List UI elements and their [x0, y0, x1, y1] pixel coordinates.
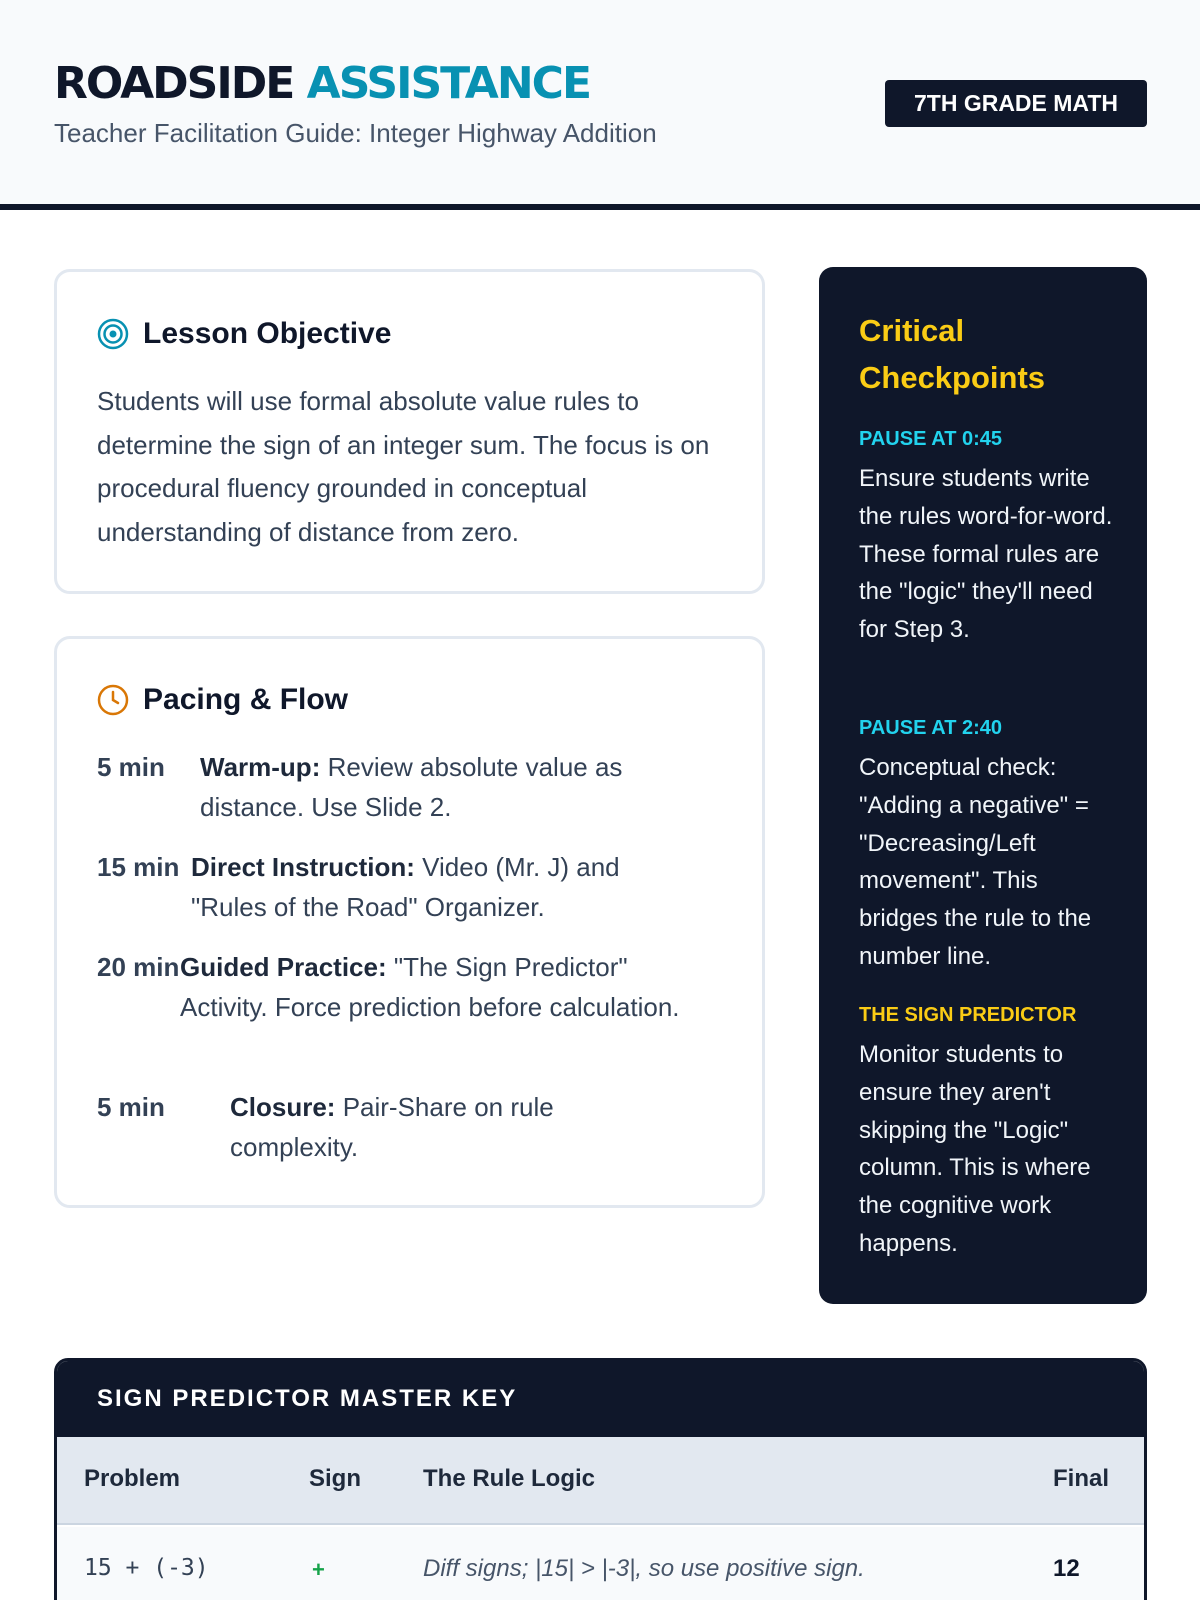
- checkpoint-label: PAUSE AT 2:40: [859, 717, 1002, 739]
- pacing-time: 5 min: [97, 752, 165, 782]
- page-header: [0, 0, 1200, 210]
- pacing-title: Pacing & Flow: [143, 683, 349, 716]
- pacing-item: [97, 847, 671, 927]
- column-header-rule-logic: The Rule Logic: [423, 1465, 596, 1492]
- objective-title: Lesson Objective: [143, 317, 392, 350]
- pacing-label: Warm-up:: [200, 752, 321, 782]
- table-header-row: [57, 1437, 1144, 1525]
- grade-badge: 7TH GRADE MATH: [885, 80, 1147, 127]
- pacing-time: 5 min: [97, 1092, 165, 1122]
- pacing-time: 20 min: [97, 952, 180, 982]
- objective-card: [54, 269, 765, 594]
- cell-problem: 15 + (-3): [84, 1555, 209, 1581]
- cell-sign: +: [312, 1557, 325, 1582]
- checkpoint-text: Conceptual check: "Adding a negative" = "Decreasing/Left movement". This bridges the rule to the number line.: [859, 754, 1092, 970]
- table-row: [57, 1527, 1144, 1600]
- checkpoints-title: Critical Checkpoints: [859, 313, 1046, 395]
- pacing-label: Closure:: [230, 1092, 336, 1122]
- title-roadside: ROADSIDE: [54, 58, 294, 109]
- pacing-text: Video (Mr. J) and "Rules of the Road" Organizer.: [191, 852, 620, 922]
- pacing-text: "The Sign Predictor" Activity. Force prediction before calculation.: [180, 952, 680, 1022]
- cell-final: 12: [1053, 1555, 1080, 1582]
- master-key-header: [57, 1361, 1144, 1437]
- pacing-label: Guided Practice:: [180, 952, 387, 982]
- page-title: [54, 58, 590, 110]
- column-header-problem: Problem: [84, 1465, 181, 1492]
- clock-icon: [97, 684, 129, 716]
- pacing-text: Review absolute value as distance. Use Slide 2.: [200, 752, 623, 822]
- checkpoints-panel: [819, 267, 1147, 1304]
- pacing-item: [97, 947, 680, 1027]
- pacing-card: [54, 636, 765, 1208]
- pacing-description: [180, 947, 680, 1027]
- pacing-header: [97, 683, 348, 717]
- pacing-description: [200, 747, 670, 827]
- checkpoint-label: PAUSE AT 0:45: [859, 428, 1002, 450]
- master-key-title: SIGN PREDICTOR MASTER KEY: [97, 1385, 518, 1412]
- target-icon: [97, 318, 129, 350]
- objective-text: Students will use formal absolute value rules to determine the sign of an integer sum. The focus is on procedural fluency grounded in conceptual understanding of distance from zero.: [97, 386, 710, 547]
- pacing-text: Pair-Share on rule complexity.: [230, 1092, 554, 1162]
- title-assistance: ASSISTANCE: [306, 58, 590, 109]
- pacing-time: 15 min: [97, 852, 180, 882]
- pacing-label: Direct Instruction:: [191, 852, 415, 882]
- cell-rule-logic: Diff signs; |15| > |-3|, so use positive sign.: [423, 1555, 865, 1582]
- master-key-table: [54, 1358, 1147, 1600]
- pacing-description: [191, 847, 671, 927]
- pacing-description: [230, 1087, 600, 1167]
- column-header-sign: Sign: [309, 1465, 361, 1492]
- checkpoint-label: THE SIGN PREDICTOR: [859, 1004, 1077, 1026]
- column-header-final: Final: [1053, 1465, 1110, 1492]
- checkpoint-text: Ensure students write the rules word-for-word. These formal rules are the "logic" they'll need for Step 3.: [859, 465, 1113, 644]
- page-subtitle: Teacher Facilitation Guide: Integer Highway Addition: [54, 118, 657, 148]
- objective-header: [97, 317, 391, 351]
- pacing-item: [97, 747, 670, 827]
- checkpoint-text: Monitor students to ensure they aren't skipping the "Logic" column. This is where the cognitive work happens.: [859, 1041, 1091, 1257]
- pacing-item: [97, 1087, 600, 1167]
